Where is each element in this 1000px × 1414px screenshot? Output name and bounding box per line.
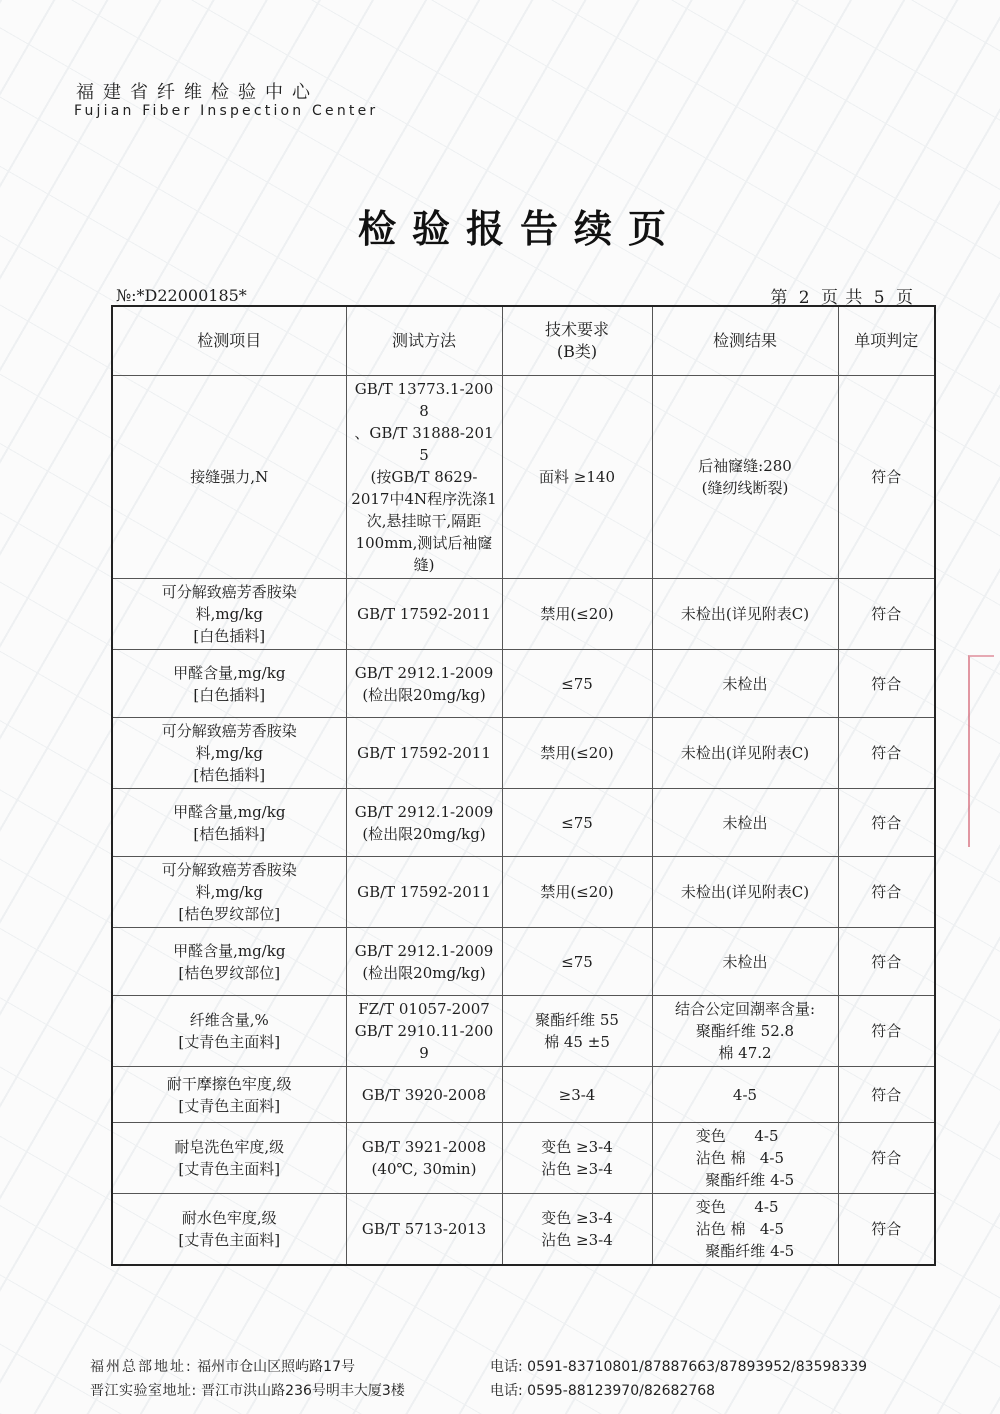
cell-judgement: 符合 — [838, 857, 935, 928]
cell-judgement: 符合 — [838, 789, 935, 857]
cell-item — [112, 650, 346, 718]
cell-result-line: 结合公定回潮率含量: — [674, 1000, 816, 1018]
table-row — [112, 928, 935, 996]
cell-method-line: (40℃, 30min) — [371, 1160, 477, 1178]
cell-result — [652, 1067, 838, 1123]
table-body — [112, 376, 935, 1266]
cell-result-line: 未检出 — [722, 813, 768, 832]
table-row — [112, 1123, 935, 1194]
footer-lab-address: 晋江市洪山路236号明丰大厦3楼 — [201, 1383, 405, 1399]
table-row — [112, 376, 935, 579]
table-row — [112, 857, 935, 928]
cell-requirement — [502, 650, 652, 718]
cell-item-line: 料,mg/kg — [195, 883, 263, 901]
cell-item-line: [白色插料] — [193, 627, 266, 645]
footer-lab-label: 晋江实验室地址: — [90, 1383, 197, 1399]
cell-method-line: GB/T 3920-2008 — [361, 1085, 487, 1104]
cell-item — [112, 1194, 346, 1266]
table-row — [112, 650, 935, 718]
cell-item-line: 甲醛含量,mg/kg — [173, 941, 286, 960]
cell-result-line: 未检出(详见附表C) — [680, 744, 810, 762]
header-method: 测试方法 — [346, 306, 502, 376]
cell-requirement-line: ≥3-4 — [558, 1085, 596, 1104]
cell-method-line: (按GB/T 8629- — [370, 468, 478, 486]
cell-item-line: 可分解致癌芳香胺染 — [161, 722, 297, 740]
cell-requirement-line: ≤75 — [561, 813, 593, 832]
cell-method — [346, 718, 502, 789]
footer-lab — [90, 1380, 716, 1400]
page-current: 2 — [798, 288, 811, 308]
cell-judgement: 符合 — [838, 650, 935, 718]
cell-item-line: [桔色插料] — [193, 824, 266, 843]
cell-requirement — [502, 1067, 652, 1123]
cell-result-line: 聚酯纤维 52.8 — [695, 1022, 795, 1040]
cell-result — [652, 1123, 838, 1194]
cell-item-line: 纤维含量,% — [189, 1011, 269, 1029]
cell-method-line: GB/T 17592-2011 — [357, 883, 491, 901]
cell-item-line: 可分解致癌芳香胺染 — [161, 861, 297, 879]
cell-item-line: [丈青色主面料] — [178, 1033, 281, 1051]
cell-result — [652, 718, 838, 789]
cell-method-line: GB/T 2912.1-2009 — [354, 663, 494, 682]
cell-result-line: 沾色 棉 4-5 — [695, 1220, 784, 1238]
result-lines — [696, 1125, 794, 1191]
cell-item — [112, 1067, 346, 1123]
cell-requirement — [502, 376, 652, 579]
cell-method-line: GB/T 5713-2013 — [361, 1220, 487, 1238]
cell-item — [112, 1123, 346, 1194]
results-table — [111, 305, 936, 1266]
cell-result — [652, 996, 838, 1067]
report-title: 检验报告续页 — [357, 207, 682, 251]
cell-judgement: 符合 — [838, 1123, 935, 1194]
cell-method — [346, 1067, 502, 1123]
cell-result — [652, 789, 838, 857]
cell-result — [652, 1194, 838, 1266]
cell-method — [346, 650, 502, 718]
cell-requirement-line: 面料 ≥140 — [539, 468, 615, 486]
cell-judgement: 符合 — [838, 718, 935, 789]
org-name-cn: 福建省纤维检验中心 — [76, 82, 319, 103]
cell-item — [112, 789, 346, 857]
cell-judgement: 符合 — [838, 376, 935, 579]
cell-requirement-line: 沾色 ≥3-4 — [541, 1231, 613, 1249]
cell-item — [112, 857, 346, 928]
page-prefix: 第 — [770, 288, 789, 308]
cell-requirement — [502, 789, 652, 857]
cell-requirement-line: 变色 ≥3-4 — [541, 1209, 613, 1227]
cell-method — [346, 1194, 502, 1266]
table-row — [112, 579, 935, 650]
footer-hq-label: 福州总部地址: — [90, 1359, 193, 1375]
table-row — [112, 789, 935, 857]
cell-item-line: 甲醛含量,mg/kg — [173, 802, 286, 821]
table-header-row — [112, 306, 935, 376]
cell-result-line: 变色 4-5 — [695, 1127, 779, 1145]
cell-result-line: (缝纫线断裂) — [701, 479, 789, 497]
cell-method-line: GB/T 2912.1-2009 — [354, 802, 494, 821]
cell-requirement — [502, 718, 652, 789]
cell-item — [112, 996, 346, 1067]
cell-result-line: 未检出 — [722, 674, 768, 693]
cell-judgement: 符合 — [838, 928, 935, 996]
page-middle: 页 共 — [820, 288, 864, 308]
header-requirement-line: (B类) — [556, 342, 598, 361]
cell-item-line: 甲醛含量,mg/kg — [173, 663, 286, 682]
table-row — [112, 718, 935, 789]
cell-result-line: 未检出(详见附表C) — [680, 605, 810, 623]
cell-requirement — [502, 928, 652, 996]
cell-item-line: [桔色罗纹部位] — [178, 963, 281, 982]
cell-judgement: 符合 — [838, 579, 935, 650]
cell-item-line: [桔色插料] — [193, 766, 266, 784]
cell-result-line: 未检出 — [722, 952, 768, 971]
cell-result-line: 未检出(详见附表C) — [680, 883, 810, 901]
cell-item-line: 料,mg/kg — [195, 744, 263, 762]
cell-result-line: 4-5 — [732, 1085, 758, 1104]
cell-requirement-line: ≤75 — [561, 674, 593, 693]
cell-requirement-line: 禁用(≤20) — [540, 605, 614, 623]
cell-requirement — [502, 1194, 652, 1266]
cell-requirement — [502, 579, 652, 650]
cell-result-line: 棉 47.2 — [718, 1044, 772, 1062]
cell-requirement — [502, 996, 652, 1067]
cell-result-line: 变色 4-5 — [695, 1198, 779, 1216]
cell-method-line: 100mm,测试后袖窿 — [355, 534, 493, 552]
cell-item — [112, 376, 346, 579]
cell-requirement-line: 禁用(≤20) — [540, 883, 614, 901]
cell-item — [112, 928, 346, 996]
page-total: 5 — [873, 288, 886, 308]
cell-item-line: [丈青色主面料] — [178, 1160, 281, 1178]
cell-method-line: (检出限20mg/kg) — [362, 963, 486, 982]
cell-item-line: 料,mg/kg — [195, 605, 263, 623]
footer-hq — [90, 1356, 868, 1376]
cell-result-line: 后袖窿缝:280 — [698, 457, 792, 475]
cell-item-line: [丈青色主面料] — [178, 1096, 281, 1115]
cell-method — [346, 1123, 502, 1194]
cell-method-line: GB/T 17592-2011 — [357, 605, 491, 623]
cell-item-line: 接缝强力,N — [190, 468, 269, 486]
cell-method — [346, 579, 502, 650]
cell-method-line: GB/T 2912.1-2009 — [354, 941, 494, 960]
cell-method — [346, 789, 502, 857]
header-result: 检测结果 — [652, 306, 838, 376]
cell-method — [346, 996, 502, 1067]
cell-result — [652, 579, 838, 650]
cell-judgement: 符合 — [838, 1067, 935, 1123]
cell-method-line: GB/T 17592-2011 — [357, 744, 491, 762]
cell-item-line: 耐皂洗色牢度,级 — [174, 1138, 285, 1156]
cell-method-line: 缝) — [413, 556, 435, 574]
cell-requirement-line: ≤75 — [561, 952, 593, 971]
header-requirement-line: 技术要求 — [544, 320, 609, 339]
cell-item-line: [白色插料] — [193, 685, 266, 704]
cell-result — [652, 928, 838, 996]
cell-method-line: 、GB/T 31888-2015 — [354, 424, 494, 464]
cell-method — [346, 376, 502, 579]
page-suffix: 页 — [896, 288, 914, 308]
cell-requirement — [502, 1123, 652, 1194]
cell-result — [652, 857, 838, 928]
footer-hq-address: 福州市仓山区照屿路17号 — [197, 1359, 355, 1375]
cell-method-line: GB/T 3921-2008 — [361, 1138, 487, 1156]
cell-requirement-line: 变色 ≥3-4 — [541, 1138, 613, 1156]
header-requirement — [502, 306, 652, 376]
cell-method-line: GB/T 13773.1-2008 — [354, 380, 494, 420]
cell-method-line: 次,悬挂晾干,隔距 — [366, 512, 482, 530]
cell-item-line: [丈青色主面料] — [178, 1231, 281, 1249]
report-number: №:*D22000185* — [116, 286, 247, 305]
cell-method-line: FZ/T 01057-2007 — [358, 1000, 490, 1018]
header-judgement: 单项判定 — [838, 306, 935, 376]
cell-method-line: (检出限20mg/kg) — [362, 824, 486, 843]
cell-item — [112, 718, 346, 789]
cell-method — [346, 857, 502, 928]
red-stamp-edge — [968, 655, 994, 847]
cell-item-line: 耐干摩擦色牢度,级 — [166, 1074, 292, 1093]
cell-method-line: (检出限20mg/kg) — [362, 685, 486, 704]
cell-requirement-line: 聚酯纤维 55 — [535, 1011, 619, 1029]
table-row — [112, 1067, 935, 1123]
cell-requirement-line: 棉 45 ±5 — [544, 1033, 610, 1051]
cell-result-line: 沾色 棉 4-5 — [695, 1149, 784, 1167]
cell-result — [652, 376, 838, 579]
cell-requirement — [502, 857, 652, 928]
footer-hq-phone: 电话: 0591-83710801/87887663/87893952/83598339 — [490, 1359, 868, 1375]
cell-judgement: 符合 — [838, 996, 935, 1067]
result-lines — [696, 1196, 794, 1262]
org-name-en: Fujian Fiber Inspection Center — [74, 103, 379, 119]
cell-item-line: 可分解致癌芳香胺染 — [161, 583, 297, 601]
cell-result-line: 聚酯纤维 4-5 — [695, 1171, 795, 1189]
cell-item-line: 耐水色牢度,级 — [181, 1209, 277, 1227]
cell-item-line: [桔色罗纹部位] — [178, 905, 281, 923]
cell-result — [652, 650, 838, 718]
cell-result-line: 聚酯纤维 4-5 — [695, 1242, 795, 1260]
cell-requirement-line: 沾色 ≥3-4 — [541, 1160, 613, 1178]
cell-method-line: GB/T 2910.11-2009 — [354, 1022, 494, 1062]
cell-judgement: 符合 — [838, 1194, 935, 1266]
table-row — [112, 996, 935, 1067]
header-item: 检测项目 — [112, 306, 346, 376]
cell-method — [346, 928, 502, 996]
cell-requirement-line: 禁用(≤20) — [540, 744, 614, 762]
table-row — [112, 1194, 935, 1266]
cell-method-line: 2017中4N程序洗涤1 — [351, 490, 497, 508]
footer-lab-phone: 电话: 0595-88123970/82682768 — [490, 1383, 716, 1399]
cell-item — [112, 579, 346, 650]
